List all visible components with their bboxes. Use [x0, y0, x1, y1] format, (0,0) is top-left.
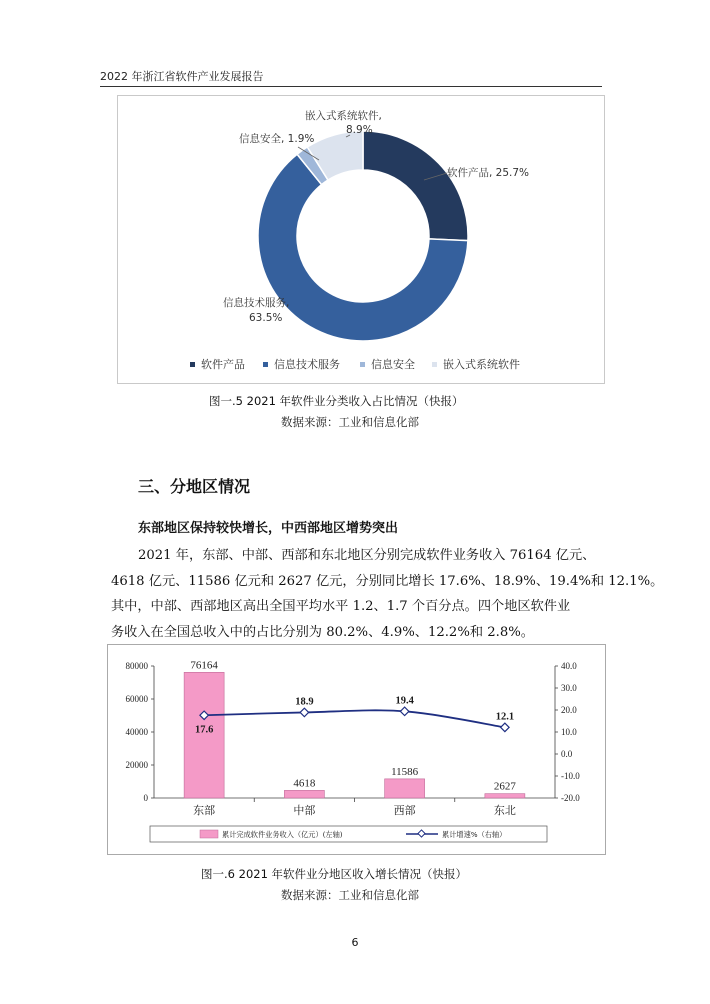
legend-label: 软件产品 [201, 358, 245, 371]
legend-bar-label: 累计完成软件业务收入（亿元）(左轴) [222, 830, 343, 839]
legend-bar-swatch [200, 830, 218, 838]
growth-marker [400, 707, 408, 715]
page-header: 2022 年浙江省软件产业发展报告 [100, 70, 264, 83]
growth-value-label: 12.1 [495, 711, 515, 723]
figure5-source: 数据来源：工业和信息化部 [281, 415, 419, 429]
legend-item-software-products [190, 356, 245, 372]
right-tick-label: 20.0 [561, 705, 577, 715]
bar [284, 790, 324, 798]
legend-item-info-security [360, 356, 415, 372]
figure6-caption: 图一.6 2021 年软件业分地区收入增长情况（快报） [201, 867, 468, 881]
page-number: 6 [351, 936, 359, 949]
donut-chart [118, 96, 604, 383]
category-label: 东北 [493, 804, 516, 817]
category-label: 东部 [193, 804, 216, 817]
pie-label-software-products: 软件产品, 25.7% [447, 167, 530, 179]
legend-label: 信息技术服务 [274, 358, 340, 371]
paragraph-line: 务收入在全国总收入中的占比分别为 80.2%、4.9%、12.2%和 2.8%。 [111, 624, 534, 640]
legend-item-embedded-software [432, 356, 520, 372]
right-tick-label: -20.0 [561, 793, 580, 803]
growth-line [204, 710, 505, 727]
figure6-chart [107, 644, 606, 855]
growth-value-label: 17.6 [194, 724, 214, 736]
bar-value-label: 76164 [190, 659, 218, 672]
figure6-source: 数据来源：工业和信息化部 [281, 888, 419, 902]
growth-value-label: 19.4 [395, 695, 414, 707]
category-label: 中部 [293, 804, 316, 817]
left-tick-label: 20000 [125, 760, 148, 770]
header-rule [100, 86, 602, 87]
donut-slice [363, 131, 468, 241]
growth-marker [501, 723, 509, 731]
growth-value-label: 18.9 [295, 696, 314, 708]
left-tick-label: 80000 [125, 661, 148, 671]
left-tick-label: 60000 [125, 694, 148, 704]
pie-label-it-services: 信息技术服务, [223, 297, 290, 309]
legend-swatch [190, 362, 195, 367]
left-tick-label: 0 [143, 793, 148, 803]
legend-label: 嵌入式系统软件 [443, 358, 520, 371]
legend-swatch [432, 362, 437, 367]
right-tick-label: 40.0 [561, 661, 577, 671]
right-tick-label: 30.0 [561, 683, 577, 693]
paragraph-line: 4618 亿元、11586 亿元和 2627 亿元，分别同比增长 17.6%、18.9%、19.4%和 12.1%。 [111, 573, 664, 589]
category-label: 西部 [393, 804, 416, 817]
figure5-caption: 图一.5 2021 年软件业分类收入占比情况（快报） [209, 394, 464, 408]
pie-label-embedded-software: 嵌入式系统软件, [305, 110, 382, 122]
section-title: 三、分地区情况 [138, 477, 251, 496]
growth-marker [300, 708, 308, 716]
bar-line-chart [108, 645, 605, 854]
legend-line-label: 累计增速%（右轴） [442, 830, 507, 839]
figure5-chart [117, 95, 605, 384]
bar [485, 794, 525, 798]
bar-value-label: 11586 [391, 765, 419, 778]
pie-label-it-services-pct: 63.5% [249, 312, 283, 324]
paragraph-line: 2021 年，东部、中部、西部和东北地区分别完成软件业务收入 76164 亿元、 [138, 548, 596, 563]
left-tick-label: 40000 [125, 727, 148, 737]
legend-label: 信息安全 [371, 358, 415, 371]
legend-item-it-services [263, 356, 340, 372]
bar [385, 779, 425, 798]
paragraph-line: 其中，中部、西部地区高出全国平均水平 1.2、1.7 个百分点。四个地区软件业 [111, 599, 571, 615]
section-subheading: 东部地区保持较快增长，中西部地区增势突出 [138, 521, 399, 536]
body-paragraph [111, 543, 664, 645]
bar-value-label: 2627 [493, 780, 516, 793]
right-tick-label: 10.0 [561, 727, 577, 737]
bar-value-label: 4618 [293, 777, 316, 790]
right-tick-label: 0.0 [561, 749, 573, 759]
legend-swatch [360, 362, 365, 367]
legend-swatch [263, 362, 268, 367]
pie-label-embedded-software-pct: 8.9% [346, 124, 373, 136]
pie-label-info-security: 信息安全, 1.9% [239, 133, 315, 145]
right-tick-label: -10.0 [561, 771, 580, 781]
